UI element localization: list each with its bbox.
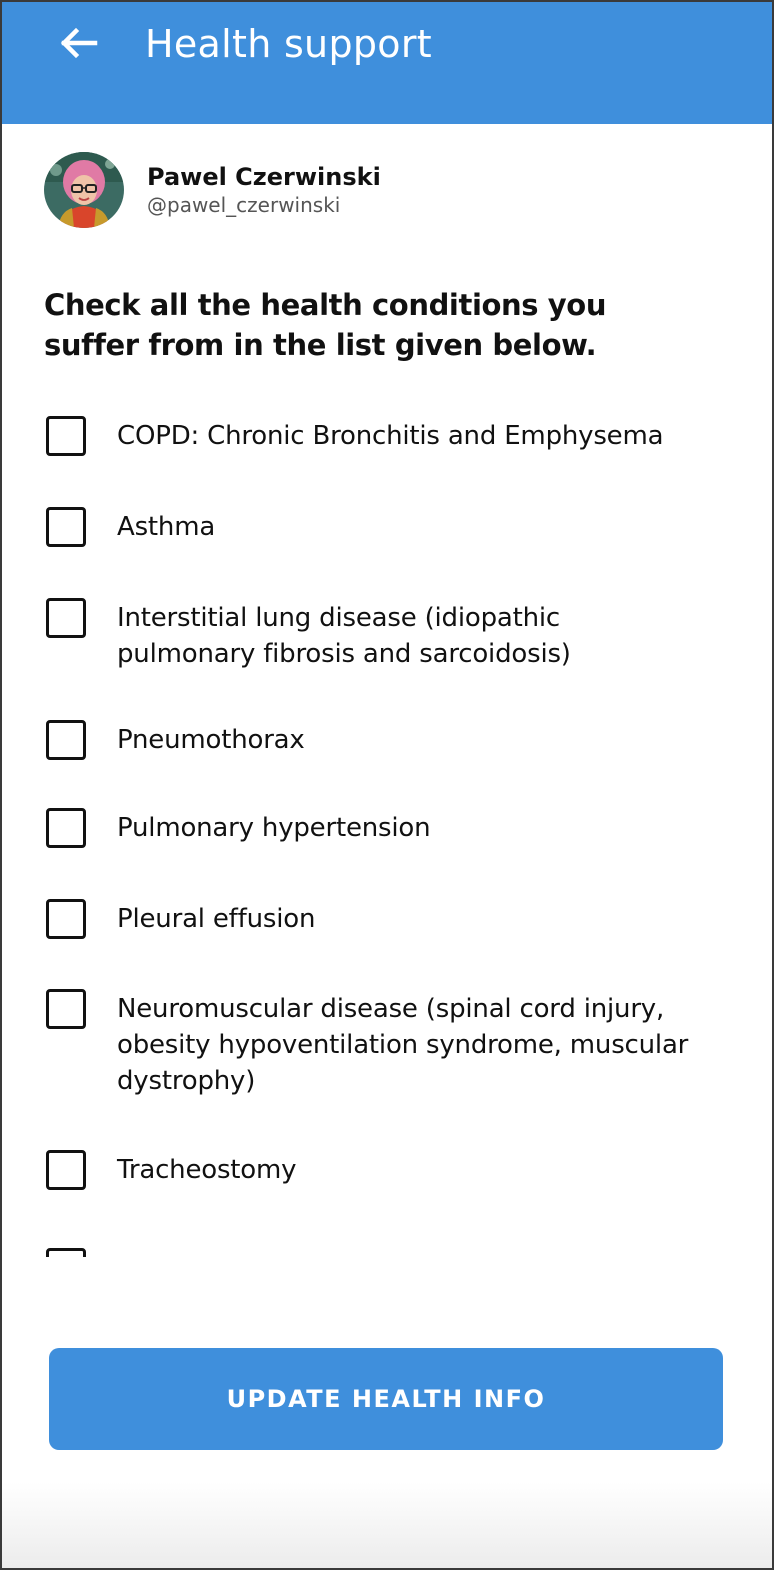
condition-label: COPD: Chronic Bronchitis and Emphysema bbox=[117, 421, 664, 451]
checkbox-neuromuscular-disease[interactable] bbox=[46, 989, 86, 1029]
checkbox-interstitial-lung-disease[interactable] bbox=[46, 598, 86, 638]
condition-label: Neuromuscular disease (spinal cord injury, obesity hypoventilation syndrome, muscular dystrophy) bbox=[117, 994, 689, 1096]
update-health-info-button[interactable]: UPDATE HEALTH INFO bbox=[49, 1348, 723, 1450]
user-name: Pawel Czerwinski bbox=[147, 163, 381, 191]
instructions-text: Check all the health conditions you suffer from in the list given below. bbox=[44, 288, 607, 362]
conditions-list bbox=[2, 2, 772, 1257]
checkbox-asthma[interactable] bbox=[46, 507, 86, 547]
checkbox-tracheostomy[interactable] bbox=[46, 1150, 86, 1190]
page-title: Health support bbox=[145, 22, 432, 66]
checkbox-pulmonary-hypertension[interactable] bbox=[46, 808, 86, 848]
checkbox-copd[interactable] bbox=[46, 416, 86, 456]
condition-label: Interstitial lung disease (idiopathic pulmonary fibrosis and sarcoidosis) bbox=[117, 603, 571, 669]
checkbox-pneumothorax[interactable] bbox=[46, 720, 86, 760]
condition-label: Asthma bbox=[117, 512, 216, 542]
checkbox-pleural-effusion[interactable] bbox=[46, 899, 86, 939]
condition-label: Pneumothorax bbox=[117, 725, 305, 755]
user-handle: @pawel_czerwinski bbox=[147, 193, 341, 217]
checkbox-partial[interactable] bbox=[46, 1248, 86, 1257]
condition-label: Pleural effusion bbox=[117, 904, 316, 934]
condition-label: Pulmonary hypertension bbox=[117, 813, 431, 843]
condition-label: Tracheostomy bbox=[117, 1155, 297, 1185]
